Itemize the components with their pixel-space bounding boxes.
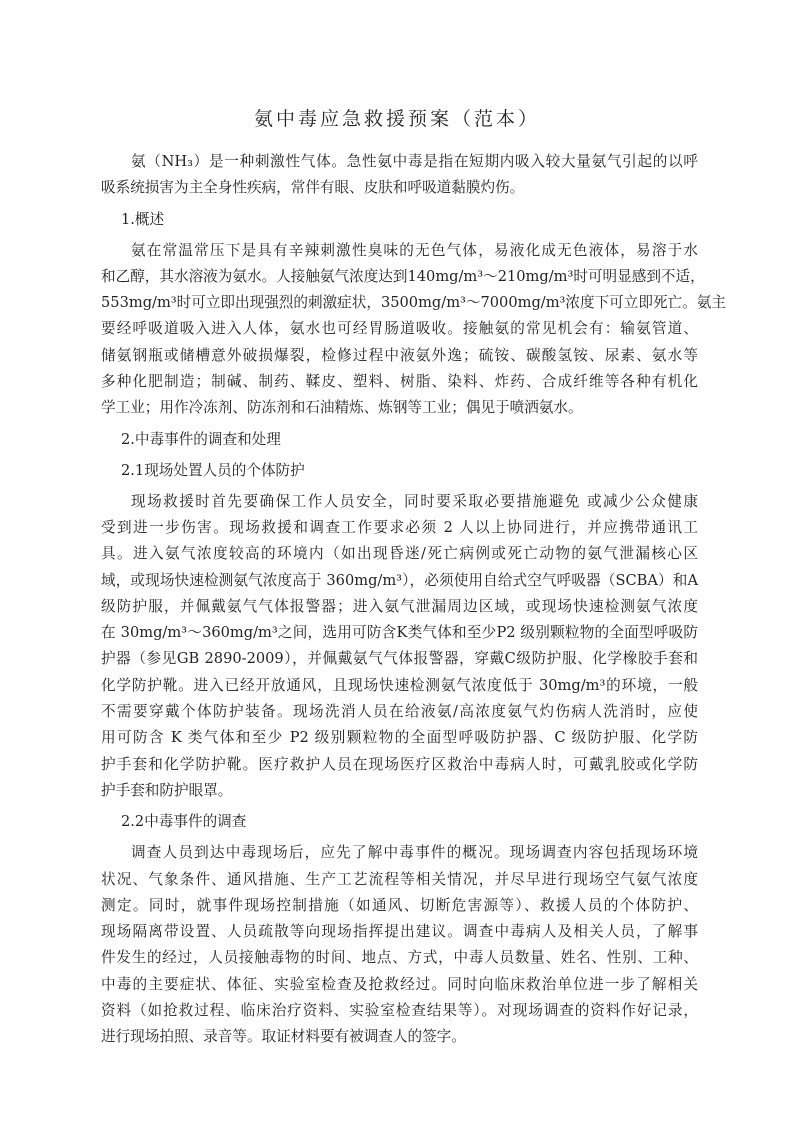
text-line: 和乙醇，其水溶液为氨水。人接触氨气浓度达到140mg/m³～210mg/m³时可明显感到不适， [101, 267, 705, 285]
text-line: 用可防含 K 类气体和至少 P2 级别颗粒物的全面型呼吸防护器、C 级防护服、化学防 [101, 729, 698, 747]
text-line: 中毒的主要症状、体征、实验室检查及抢救经过。同时向临床救治单位进一步了解相关 [101, 975, 698, 993]
text-line: 化学防护靴。进入已经开放通风，且现场快速检测氨气浓度低于 30mg/m³的环境，一般 [101, 676, 698, 694]
text-line: 资料（如抢救过程、临床治疗资料、实验室检查结果等）。对现场调查的资料作好记录， [101, 1002, 698, 1020]
text-line: 件发生的经过，人员接触毒物的时间、地点、方式，中毒人员数量、姓名、性别、工种、 [101, 949, 698, 967]
text-line: 现场救援时首先要确保工作人员安全，同时要采取必要措施避免 或减少公众健康 [131, 492, 698, 510]
text-line: 553mg/m³时可立即出现强烈的刺激症状，3500mg/m³～7000mg/m³浓度下可立即死亡。氨主 [101, 294, 726, 312]
text-line: 多种化肥制造；制碱、制药、鞣皮、塑料、树脂、染料、炸药、合成纤维等各种有机化 [101, 373, 698, 391]
text-line: 要经呼吸道吸入进入人体，氨水也可经胃肠道吸收。接触氨的常见机会有：输氨管道、 [101, 320, 698, 338]
text-line: 进行现场拍照、录音等。取证材料要有被调查人的签字。 [101, 1028, 466, 1046]
text-line: 储氨钢瓶或储槽意外破损爆裂，检修过程中液氨外逸；硫铵、碳酸氢铵、尿素、氨水等 [101, 346, 698, 364]
text-line: 氨（NH₃）是一种刺激性气体。急性氨中毒是指在短期内吸入较大量氨气引起的以呼 [131, 153, 698, 170]
text-line: 护器（参见GB 2890-2009），并佩戴氨气气体报警器，穿戴C级防护服、化学橡胶手套和 [101, 650, 698, 668]
text-line: 吸系统损害为主全身性疾病，常伴有眼、皮肤和呼吸道黏膜灼伤。 [101, 179, 525, 197]
text-line: 状况、气象条件、通风措施、生产工艺流程等相关情况，并尽早进行现场空气氨气浓度 [101, 870, 698, 888]
text-line: 调查人员到达中毒现场后，应先了解中毒事件的概况。现场调查内容包括现场环境 [131, 844, 698, 862]
document-body [101, 149, 726, 1051]
text-line: 氨在常温常压下是具有辛辣刺激性臭味的无色气体，易液化成无色液体，易溶于水 [131, 241, 698, 259]
text-line: 测定。同时，就事件现场控制措施（如通风、切断危害源等）、救援人员的个体防护、 [101, 896, 698, 914]
text-line: 现场隔离带设置、人员疏散等向现场指挥提出建议。调查中毒病人及相关人员，了解事 [101, 923, 698, 941]
intro-paragraph [101, 149, 698, 202]
protection-paragraph [101, 489, 698, 805]
text-line: 具。进入氨气浓度较高的环境内（如出现昏迷/死亡病例或死亡动物的氨气泄漏核心区 [101, 545, 698, 563]
section-heading-overview: 1.概述 [121, 210, 165, 228]
survey-paragraph [101, 840, 698, 1050]
overview-paragraph [101, 238, 726, 422]
text-line: 护手套和防护眼罩。 [101, 781, 233, 799]
text-line: 受到进一步伤害。现场救援和调查工作要求必须 2 人以上协同进行，并应携带通讯工 [101, 518, 698, 536]
section-heading-investigation: 2.中毒事件的调查和处理 [121, 430, 281, 448]
text-line: 在 30mg/m³～360mg/m³之间，选用可防含K类气体和至少P2 级别颗粒物的全面型呼吸防 [101, 624, 698, 642]
text-line: 不需要穿戴个体防护装备。现场洗消人员在给液氨/高浓度氨气灼伤病人洗消时，应使 [101, 703, 698, 721]
text-line: 域，或现场快速检测氨气浓度高于 360mg/m³），必须使用自给式空气呼吸器（SCBA）和A [101, 571, 698, 589]
subsection-heading-protection: 2.1现场处置人员的个体防护 [121, 461, 305, 479]
text-line: 学工业；用作冷冻剂、防冻剂和石油精炼、炼钢等工业；偶见于喷洒氨水。 [101, 399, 583, 417]
text-line: 护手套和化学防护靴。医疗救护人员在现场医疗区救治中毒病人时，可戴乳胶或化学防 [101, 755, 698, 773]
text-line: 级防护服，并佩戴氨气气体报警器；进入氨气泄漏周边区域，或现场快速检测氨气浓度 [101, 597, 698, 615]
subsection-heading-survey: 2.2中毒事件的调查 [121, 813, 247, 831]
document-title: 氨中毒应急救援预案（范本） [253, 108, 540, 130]
